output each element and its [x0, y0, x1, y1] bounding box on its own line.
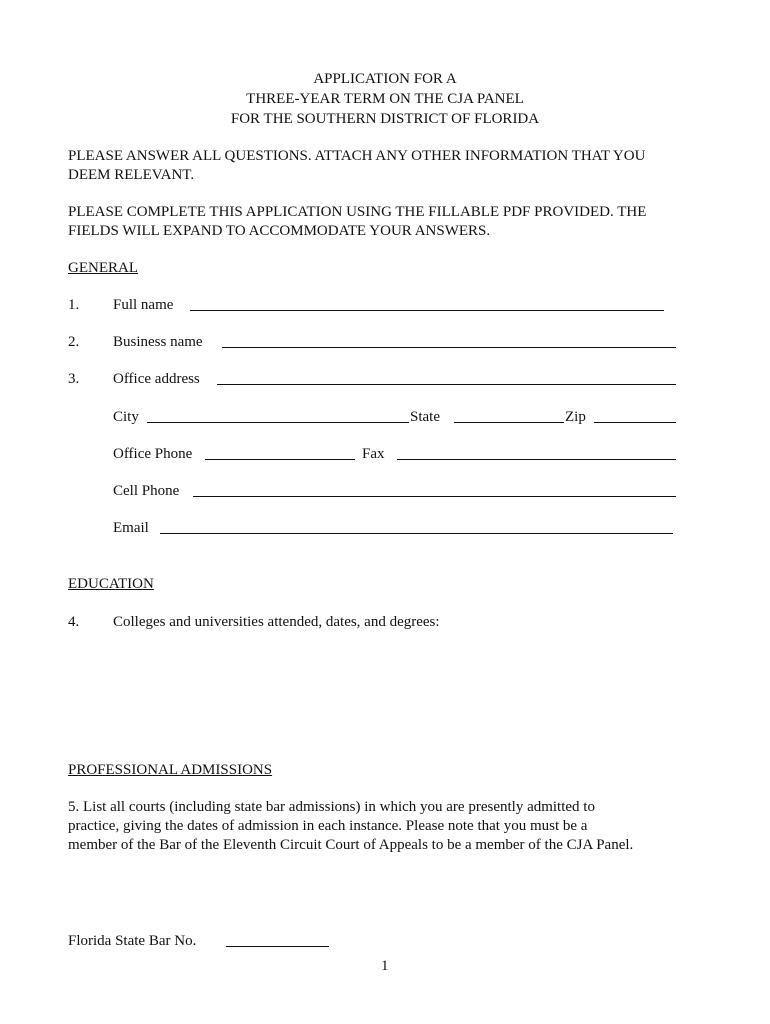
state-label: State — [410, 409, 440, 425]
florida-bar-number-label: Florida State Bar No. — [68, 933, 197, 949]
page-number: 1 — [381, 958, 389, 974]
city-label: City — [113, 409, 139, 425]
office-phone-field[interactable] — [205, 459, 355, 460]
colleges-label: Colleges and universities attended, dates, and degrees: — [113, 614, 440, 630]
question-2-number: 2. — [68, 334, 80, 350]
question-3-number: 3. — [68, 371, 80, 387]
general-heading: GENERAL — [68, 260, 138, 276]
florida-bar-number-field[interactable] — [226, 946, 329, 947]
professional-admissions-heading: PROFESSIONAL ADMISSIONS — [68, 762, 273, 778]
question-5-line-1: 5. List all courts (including state bar admissions) in which you are presently admitted to — [68, 799, 595, 815]
business-name-field[interactable] — [222, 347, 676, 348]
zip-label: Zip — [565, 409, 586, 425]
city-field[interactable] — [147, 422, 409, 423]
state-field[interactable] — [454, 422, 564, 423]
email-field[interactable] — [160, 533, 673, 534]
full-name-label: Full name — [113, 297, 174, 313]
education-heading: EDUCATION — [68, 576, 154, 592]
fax-field[interactable] — [397, 459, 676, 460]
fax-label: Fax — [362, 446, 385, 462]
office-address-label: Office address — [113, 371, 200, 387]
title-line-3: FOR THE SOUTHERN DISTRICT OF FLORIDA — [230, 111, 540, 127]
question-1-number: 1. — [68, 297, 80, 313]
question-5-line-2: practice, giving the dates of admission in each instance. Please note that you must be a — [68, 818, 588, 834]
office-phone-label: Office Phone — [113, 446, 193, 462]
instructions-2-line-2: FIELDS WILL EXPAND TO ACCOMMODATE YOUR ANSWERS. — [68, 223, 491, 239]
email-label: Email — [113, 520, 149, 536]
title-line-1: APPLICATION FOR A — [313, 71, 457, 87]
business-name-label: Business name — [113, 334, 203, 350]
question-5-line-3: member of the Bar of the Eleventh Circuit Court of Appeals to be a member of the CJA Panel. — [68, 837, 634, 853]
question-4-number: 4. — [68, 614, 80, 630]
title-line-2: THREE-YEAR TERM ON THE CJA PANEL — [246, 91, 524, 107]
instructions-2-line-1: PLEASE COMPLETE THIS APPLICATION USING THE FILLABLE PDF PROVIDED. THE — [68, 204, 647, 220]
cell-phone-field[interactable] — [193, 496, 676, 497]
office-address-field[interactable] — [217, 384, 676, 385]
full-name-field[interactable] — [190, 310, 664, 311]
instructions-1-line-2: DEEM RELEVANT. — [68, 167, 195, 183]
cell-phone-label: Cell Phone — [113, 483, 180, 499]
colleges-answer-area[interactable] — [113, 636, 676, 746]
instructions-1-line-1: PLEASE ANSWER ALL QUESTIONS. ATTACH ANY OTHER INFORMATION THAT YOU — [68, 148, 646, 164]
courts-answer-area[interactable] — [68, 858, 702, 926]
zip-field[interactable] — [594, 422, 676, 423]
